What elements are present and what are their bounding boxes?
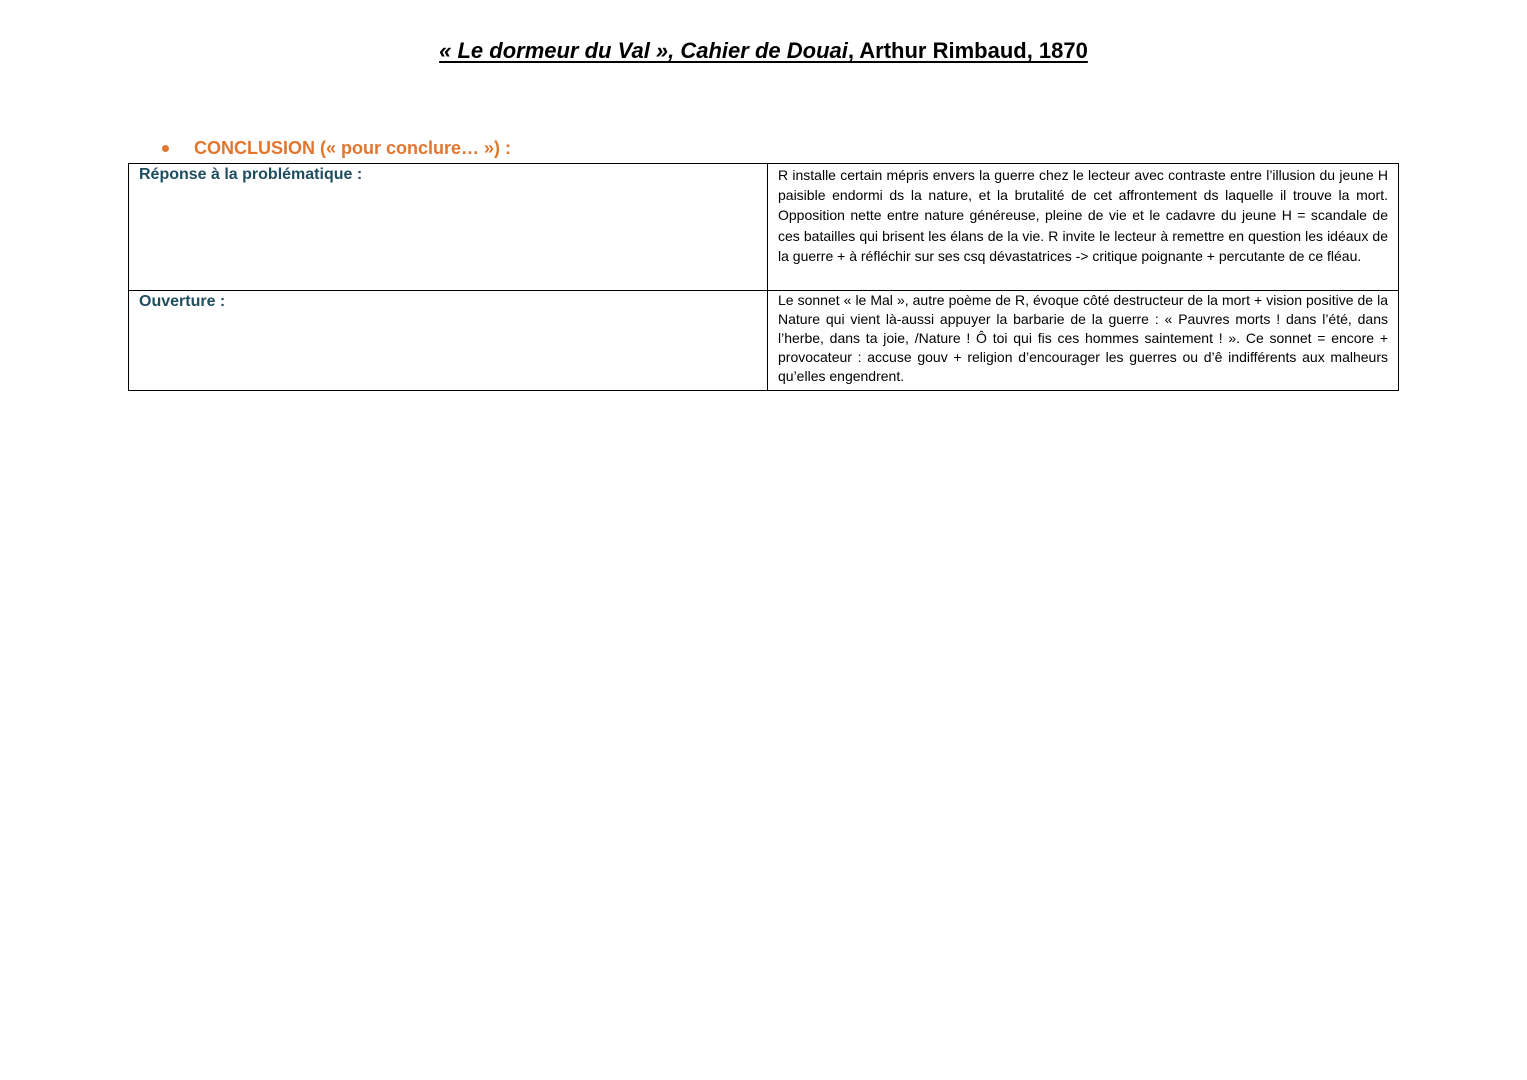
conclusion-table bbox=[128, 163, 1399, 391]
row-label-problematique: Réponse à la problématique : bbox=[129, 164, 768, 291]
section-heading bbox=[160, 138, 511, 159]
bullet-icon bbox=[162, 145, 169, 152]
document-title bbox=[0, 38, 1527, 64]
title-work: « Le dormeur du Val », Cahier de Douai bbox=[439, 38, 848, 63]
table-row bbox=[129, 164, 1399, 291]
row-label-ouverture: Ouverture : bbox=[129, 291, 768, 391]
table-row bbox=[129, 291, 1399, 391]
row-text-ouverture: Le sonnet « le Mal », autre poème de R, évoque côté destructeur de la mort + vision positive de la Nature qui vient là-aussi appuyer la barbarie de la guerre : « Pauvres morts ! dans l’été, dans l’herbe, dans ta joie, /Nature ! Ô toi qui fis ces hommes saintement ! ». Ce sonnet = encore + provocateur : accuse gouv + religion d’encourager les guerres ou d’ê indifférents aux malheurs qu’elles engendrent. bbox=[768, 291, 1399, 391]
row-text-problematique: R installe certain mépris envers la guerre chez le lecteur avec contraste entre l’illusion du jeune H paisible endormi ds la nature, et la brutalité de cet affrontement ds laquelle il trouve la mort. Opposition nette entre nature généreuse, pleine de vie et le cadavre du jeune H = scandale de ces batailles qui brisent les élans de la vie. R invite le lecteur à remettre en question les idéaux de la guerre + à réfléchir sur ses csq dévastatrices -> critique poignante + percutante de ce fléau. bbox=[768, 164, 1399, 291]
title-author-date: , Arthur Rimbaud, 1870 bbox=[847, 38, 1088, 63]
section-heading-label: CONCLUSION (« pour conclure… ») : bbox=[194, 138, 512, 158]
